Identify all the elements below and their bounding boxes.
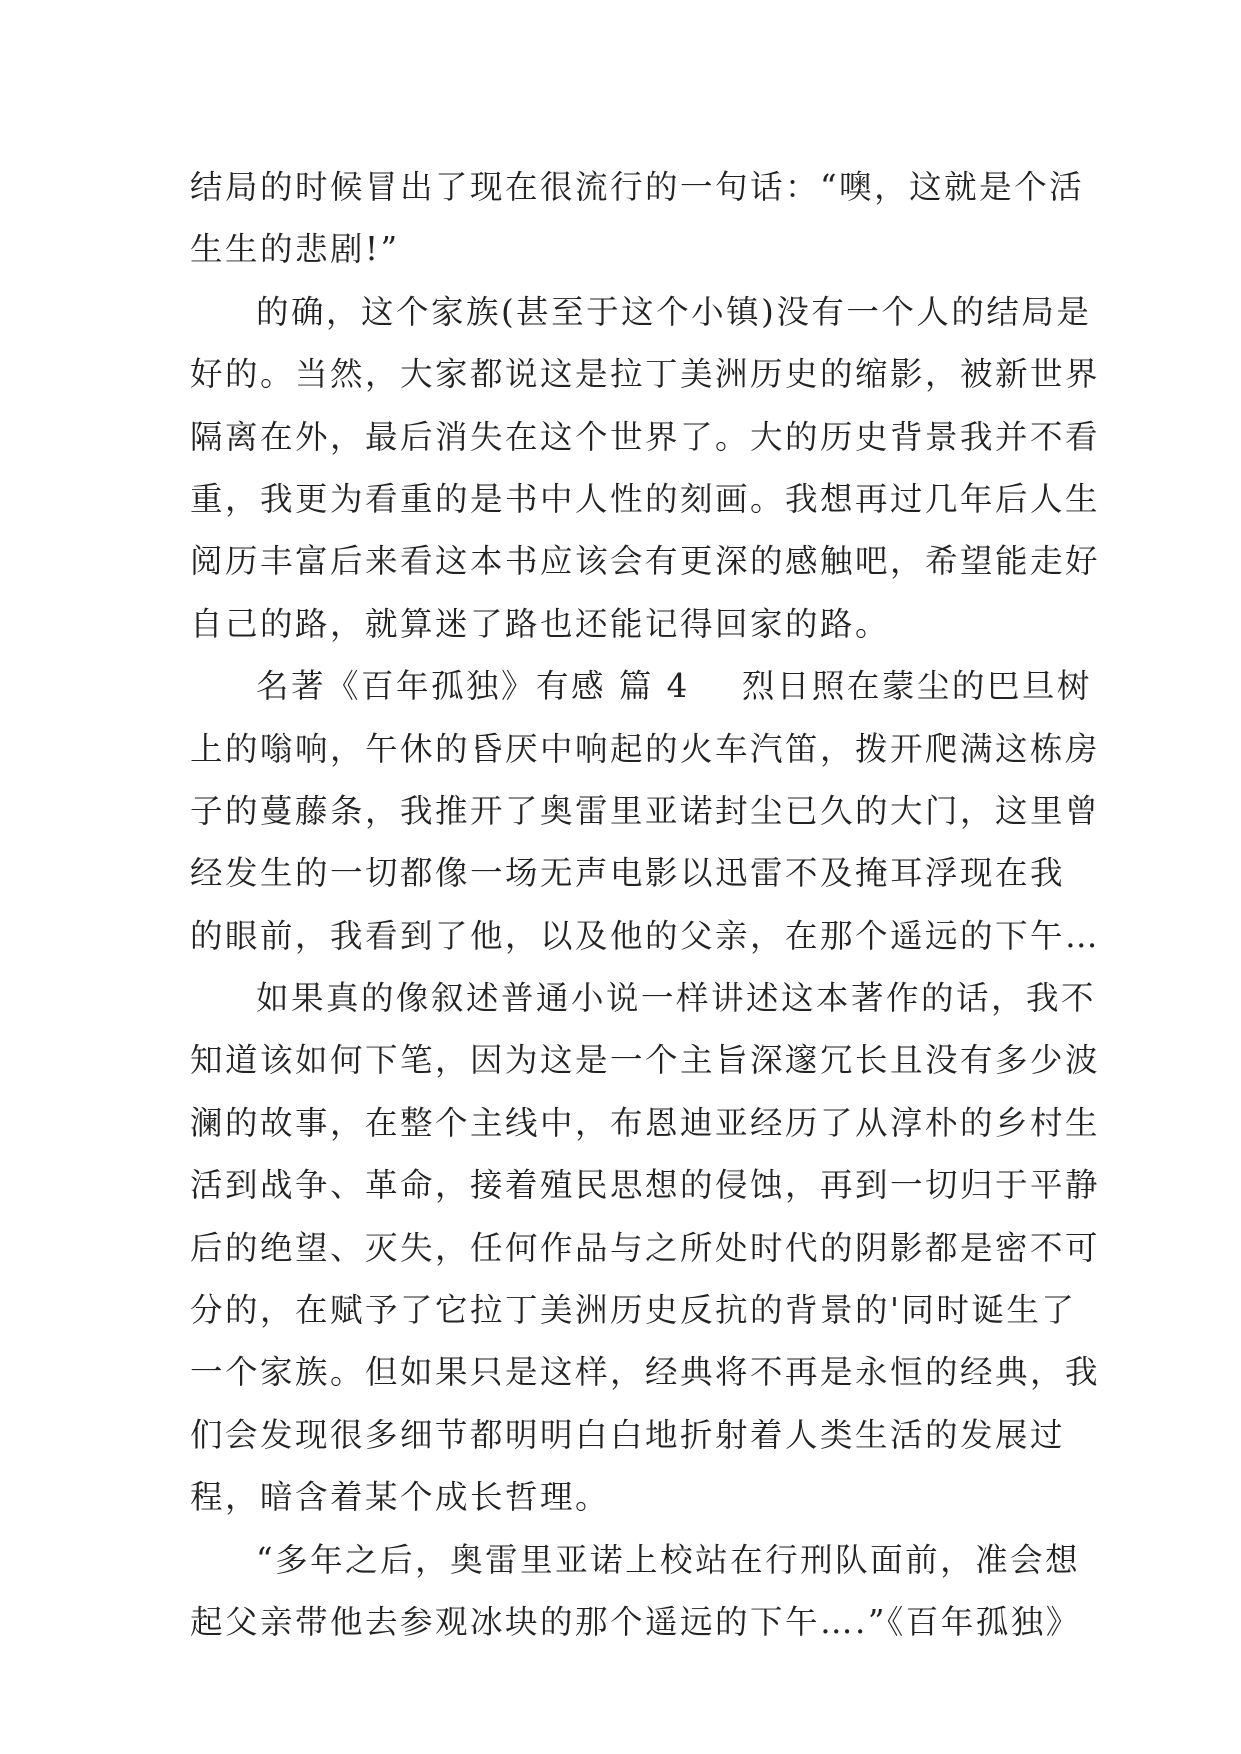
text-line: 程，暗含着某个成长哲理。: [190, 1478, 611, 1517]
text-line: 分的，在赋予了它拉丁美洲历史反抗的背景的'同时诞生了: [190, 1291, 1077, 1330]
text-line: 好的。当然，大家都说这是拉丁美洲历史的缩影，被新世界: [190, 355, 1101, 394]
section-heading: 名著《百年孤独》有感 篇 4: [256, 667, 690, 706]
paragraph-start: 的确，这个家族(甚至于这个小镇)没有一个人的结局是: [256, 292, 1092, 331]
text-line: 经发生的一切都像一场无声电影以迅雷不及掩耳浮现在我: [190, 854, 1066, 893]
paragraph-start: 如果真的像叙述普通小说一样讲述这本著作的话，我不: [256, 979, 1097, 1018]
body-text: [190, 156, 1101, 1653]
text-line: 活到战争、革命，接着殖民思想的侵蚀，再到一切归于平静: [190, 1166, 1101, 1205]
section-first-text: 烈日照在蒙尘的巴旦树: [741, 667, 1092, 706]
text-line: 隔离在外，最后消失在这个世界了。大的历史背景我并不看: [190, 417, 1101, 456]
text-line: 自己的路，就算迷了路也还能记得回家的路。: [190, 604, 891, 643]
section-heading-line: [190, 655, 1092, 717]
text-line: 子的蔓藤条，我推开了奥雷里亚诺封尘已久的大门，这里曾: [190, 791, 1101, 830]
text-line: 阅历丰富后来看这本书应该会有更深的感触吧，希望能走好: [190, 542, 1101, 581]
text-line: 澜的故事，在整个主线中，布恩迪亚经历了从淳朴的乡村生: [190, 1103, 1101, 1142]
text-line: 结局的时候冒出了现在很流行的一句话：“噢，这就是个活: [190, 168, 1085, 206]
text-line: 生生的悲剧!”: [190, 230, 400, 269]
text-line: 起父亲带他去参观冰块的那个遥远的下午….”《百年孤独》: [190, 1602, 1081, 1641]
text-line: 重，我更为看重的是书中人性的刻画。我想再过几年后人生: [190, 479, 1101, 518]
text-line: 们会发现很多细节都明明白白地折射着人类生活的发展过: [190, 1415, 1066, 1454]
paragraph-start: “多年之后，奥雷里亚诺上校站在行刑队面前，准会想: [256, 1540, 1081, 1579]
text-line: 一个家族。但如果只是这样，经典将不再是永恒的经典，我: [190, 1353, 1101, 1392]
text-line: 后的绝望、灭失，任何作品与之所处时代的阴影都是密不可: [190, 1228, 1101, 1267]
text-line: 上的嗡响，午休的昏厌中响起的火车汽笛，拨开爬满这栋房: [190, 729, 1101, 768]
text-line: 的眼前，我看到了他，以及他的父亲，在那个遥远的下午…: [190, 916, 1101, 955]
text-line: 知道该如何下笔，因为这是一个主旨深邃冗长且没有多少波: [190, 1041, 1101, 1080]
